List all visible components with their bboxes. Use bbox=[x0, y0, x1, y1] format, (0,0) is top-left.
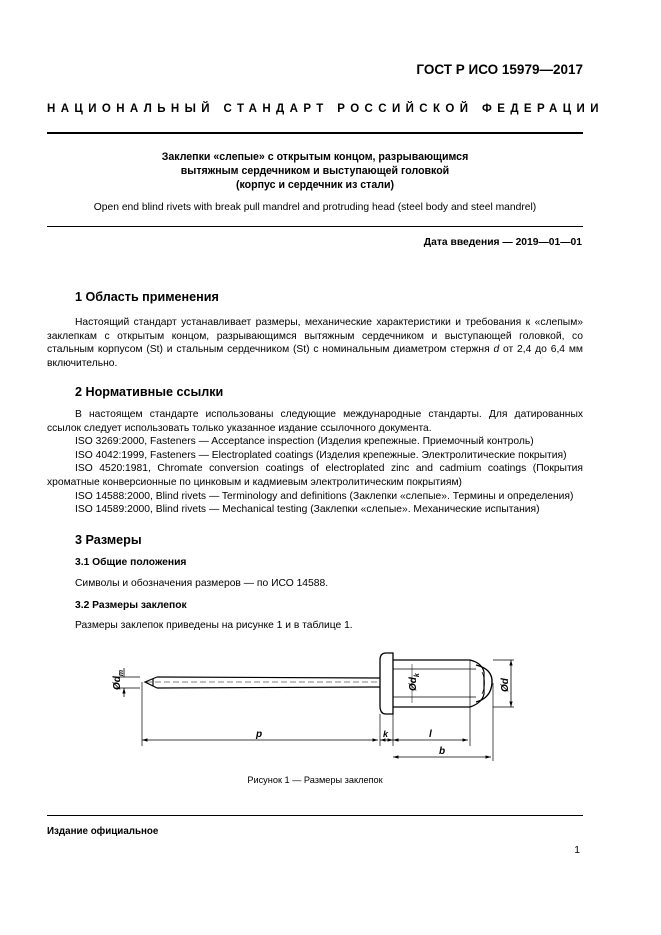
section-1-text-variable: d bbox=[493, 344, 500, 356]
subsection-3-2-text: Размеры заклепок приведены на рисунке 1 и в таблице 1. bbox=[75, 620, 353, 631]
label-dk bbox=[408, 672, 421, 691]
subsection-3-2-heading: 3.2 Размеры заклепок bbox=[75, 600, 187, 611]
subsection-3-1-text: Символы и обозначения размеров — по ИСО 14588. bbox=[75, 578, 329, 589]
standard-number: ГОСТ Р ИСО 15979—2017 bbox=[416, 62, 583, 77]
introduction-date: Дата введения — 2019—01—01 bbox=[423, 237, 582, 248]
label-b: b bbox=[439, 746, 446, 757]
label-l: l bbox=[429, 729, 432, 740]
rivet-head bbox=[380, 653, 393, 714]
reference-item: ISO 3269:2000, Fasteners — Acceptance inspection (Изделия крепежные. Приемочный контроль) bbox=[75, 436, 534, 447]
official-edition-note: Издание официальное bbox=[47, 826, 159, 837]
section-1-text-part1: Настоящий стандарт устанавливает размеры, механические характеристики и требования к «слепым» заклепкам с открытым концом, разрывающимся вытяжным сердечником и выступающей головкой, со стальным корпусом (St) и стальным сердечником (St) с номинальным диаметром стержня bbox=[47, 317, 583, 356]
label-dm bbox=[112, 670, 125, 690]
reference-item: ISO 14588:2000, Blind rivets — Terminology and definitions (Заклепки «слепые». Термины и определения) bbox=[75, 491, 574, 502]
reference-item: ISO 14589:2000, Blind rivets — Mechanical testing (Заклепки «слепые». Механические испытания) bbox=[75, 504, 540, 515]
figure-caption: Рисунок 1 — Размеры заклепок bbox=[247, 775, 383, 785]
page-number: 1 bbox=[574, 845, 580, 856]
section-2-heading: 2 Нормативные ссылки bbox=[75, 385, 224, 399]
label-k: k bbox=[383, 729, 389, 739]
section-1-heading: 1 Область применения bbox=[75, 290, 219, 304]
label-dm-main: Ød bbox=[112, 676, 123, 690]
label-dk-sub: k bbox=[414, 673, 421, 678]
label-dk-main: Ød bbox=[408, 677, 419, 691]
title-line-3: (корпус и сердечник из стали) bbox=[235, 179, 395, 191]
mandrel-shank bbox=[145, 677, 380, 688]
reference-item: ISO 4042:1999, Fasteners — Electroplated coatings (Изделия крепежные. Электролитические покрытия) bbox=[75, 450, 567, 461]
footer-rule bbox=[47, 815, 583, 816]
extension-lines bbox=[115, 660, 514, 761]
document-title-en: Open end blind rivets with break pull mandrel and protruding head (steel body and steel mandrel) bbox=[93, 202, 537, 213]
label-dm-sub: m bbox=[118, 669, 125, 677]
subsection-3-1-heading: 3.1 Общие положения bbox=[75, 557, 187, 568]
section-3-heading: 3 Размеры bbox=[75, 533, 142, 547]
title-line-2: вытяжным сердечником и выступающей головкой bbox=[180, 165, 450, 177]
section-2-intro: В настоящем стандарте использованы следующие международные стандарты. Для датированных ссылок следует использовать только указанное издание ссылочного документа. bbox=[47, 409, 583, 434]
national-standard-heading: НАЦИОНАЛЬНЫЙ СТАНДАРТ РОССИЙСКОЙ ФЕДЕРАЦИИ bbox=[47, 103, 604, 115]
label-p: p bbox=[256, 729, 263, 740]
section-1-text-part2: от 2,4 до 6,4 мм включительно. bbox=[47, 344, 583, 370]
title-line-1: Заклепки «слепые» с открытым концом, разрывающимся bbox=[161, 151, 469, 163]
label-d: Ød bbox=[500, 678, 511, 692]
reference-item: ISO 4520:1981, Chromate conversion coatings of electroplated zinc and cadmium coatings (Покрытия хроматные конверсионные по цинковым и кадмиевым электролитическим покрытиям) bbox=[47, 463, 583, 488]
